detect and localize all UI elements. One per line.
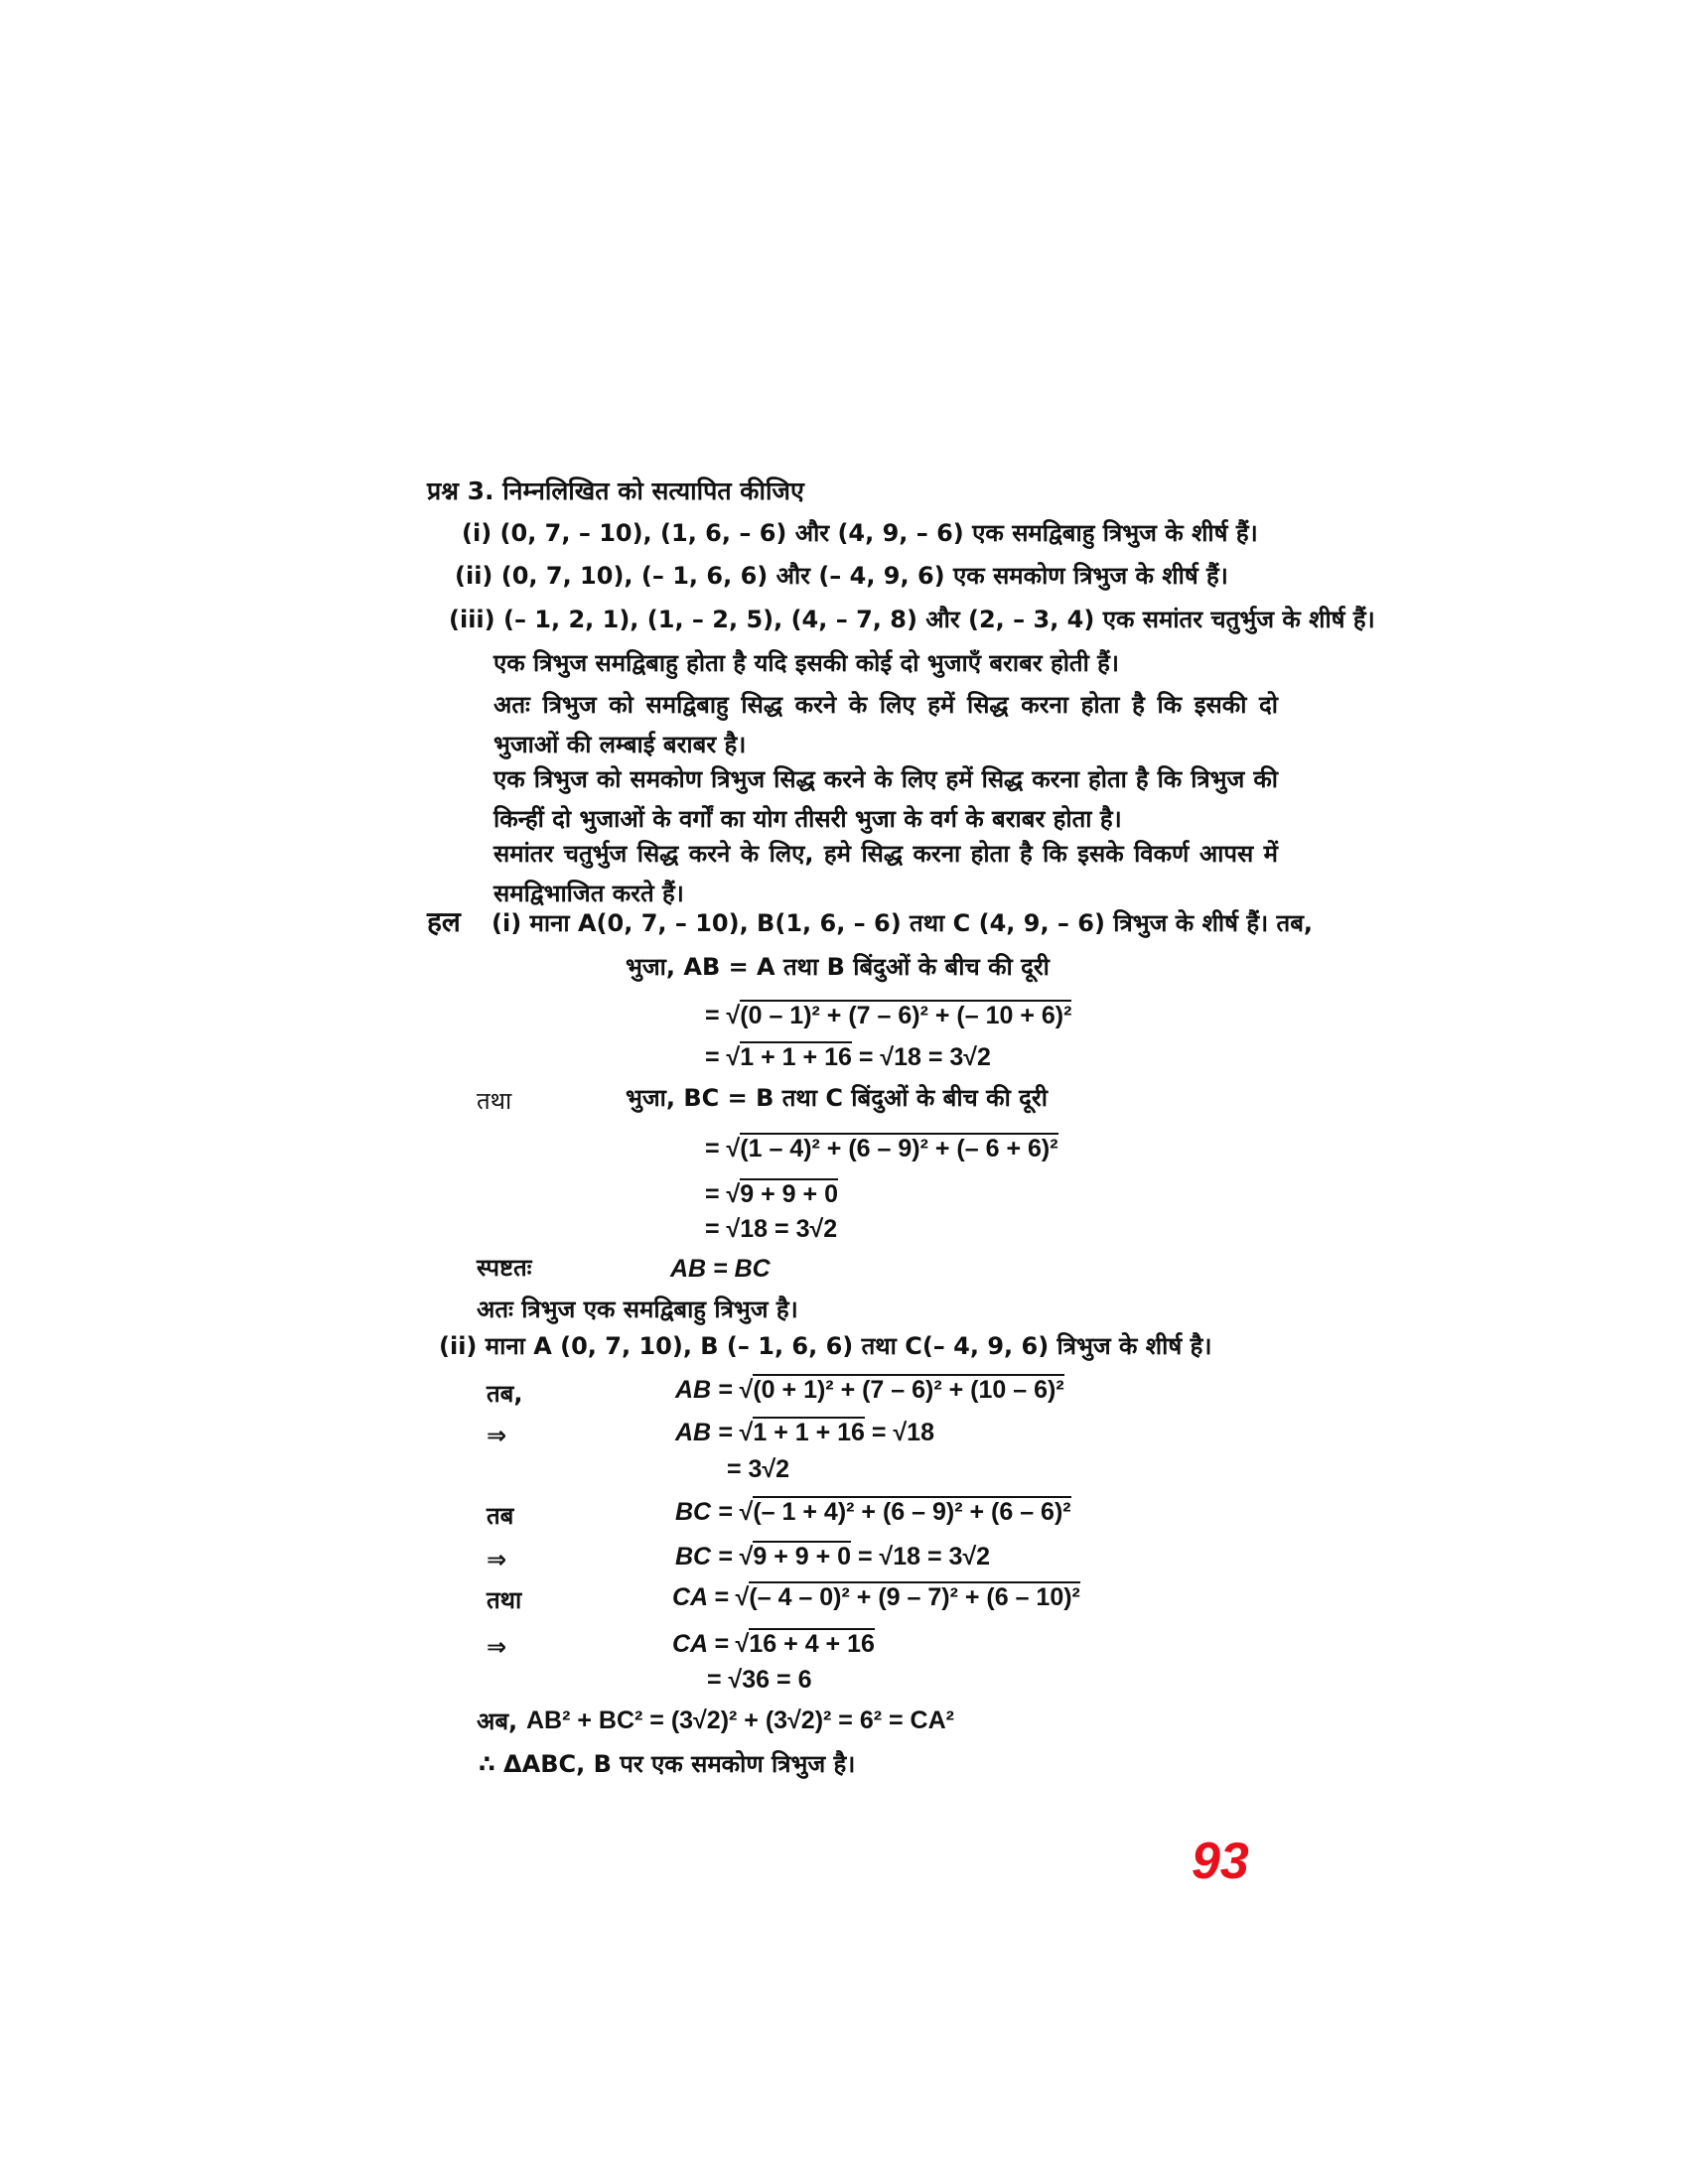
- part2-ca-eq2: CA = √16 + 4 + 16: [672, 1630, 875, 1658]
- part2-ca-eq1: CA = √(– 4 – 0)² + (9 – 7)² + (6 – 10)²: [672, 1583, 1080, 1611]
- part2-bc-eq2: BC = √9 + 9 + 0 = √18 = 3√2: [675, 1543, 991, 1570]
- hint-isosceles-method: अतः त्रिभुज को समद्विबाहु सिद्ध करने के लिए हमें सिद्ध करना होता है कि इसकी दो भुजाओं की लम्बाई बराबर है।: [493, 691, 1278, 758]
- part1-clearly-label: स्पष्टतः: [477, 1254, 532, 1282]
- part1-ab-eq2: = √1 + 1 + 16 = √18 = 3√2: [705, 1043, 991, 1071]
- hint-isosceles-definition: एक त्रिभुज समद्विबाहु होता है यदि इसकी कोई दो भुजाएँ बराबर होती हैं।: [493, 649, 1120, 677]
- radicand: (1 – 4)² + (6 – 9)² + (– 6 + 6)²: [740, 1135, 1058, 1162]
- part1-ab-eq1: = √(0 – 1)² + (7 – 6)² + (– 10 + 6)²: [705, 1002, 1072, 1029]
- part1-bc-text: भुजा, BC = B तथा C बिंदुओं के बीच की दूरी: [626, 1084, 1048, 1112]
- part1-intro: (i) माना A(0, 7, – 10), B(1, 6, – 6) तथा C (4, 9, – 6) त्रिभुज के शीर्ष हैं। तब,: [492, 909, 1314, 937]
- part2-ca-eq3: = √36 = 6: [707, 1666, 812, 1694]
- part2-bc-eq1: BC = √(– 1 + 4)² + (6 – 9)² + (6 – 6)²: [675, 1498, 1071, 1526]
- solution-label: हल: [427, 905, 461, 938]
- radicand: 9 + 9 + 0: [753, 1543, 852, 1570]
- part2-now: अब,: [477, 1707, 518, 1735]
- radicand: (0 + 1)² + (7 – 6)² + (10 – 6)²: [753, 1376, 1064, 1404]
- part1-bc-eq1: = √(1 – 4)² + (6 – 9)² + (– 6 + 6)²: [705, 1135, 1058, 1162]
- radicand: (0 – 1)² + (7 – 6)² + (– 10 + 6)²: [740, 1002, 1072, 1029]
- part2-pythagoras: AB² + BC² = (3√2)² + (3√2)² = 6² = CA²: [526, 1706, 954, 1734]
- part2-conclusion: ∴ ΔABC, B पर एक समकोण त्रिभुज है।: [479, 1750, 856, 1778]
- part2-ab-eq2: AB = √1 + 1 + 16 = √18: [675, 1419, 934, 1446]
- radicand: (– 1 + 4)² + (6 – 9)² + (6 – 6)²: [753, 1498, 1071, 1526]
- question-part-iii: (iii) (– 1, 2, 1), (1, – 2, 5), (4, – 7, 8) और (2, – 3, 4) एक समांतर चतुर्भुज के शीर्ष हैं।: [449, 606, 1375, 633]
- part1-bc-eq3: = √18 = 3√2: [705, 1215, 838, 1243]
- radicand: 16 + 4 + 16: [749, 1630, 875, 1658]
- part2-tatha: तथा: [487, 1586, 522, 1614]
- implies-icon: ⇒: [487, 1633, 507, 1661]
- part1-bc-eq2: = √9 + 9 + 0: [705, 1180, 838, 1208]
- hint-right-triangle-method: एक त्रिभुज को समकोण त्रिभुज सिद्ध करने के लिए हमें सिद्ध करना होता है कि त्रिभुज की किन्हीं दो भुजाओं के वर्गों का योग तीसरी भुजा के वर्ग के बराबर होता है।: [493, 765, 1278, 833]
- radicand: 9 + 9 + 0: [740, 1180, 838, 1208]
- part2-ab-eq3: = 3√2: [727, 1455, 790, 1483]
- question-part-ii: (ii) (0, 7, 10), (– 1, 6, 6) और (– 4, 9, 6) एक समकोण त्रिभुज के शीर्ष हैं।: [455, 562, 1228, 590]
- question-title: प्रश्न 3. निम्नलिखित को सत्यापित कीजिए: [427, 477, 804, 505]
- part2-then2: तब: [487, 1502, 514, 1530]
- part1-conclusion: अतः त्रिभुज एक समद्विबाहु त्रिभुज है।: [477, 1296, 798, 1323]
- part1-ab-text: भुजा, AB = A तथा B बिंदुओं के बीच की दूरी: [626, 953, 1050, 981]
- part1-tatha: तथा: [477, 1087, 512, 1115]
- radicand: 1 + 1 + 16: [740, 1043, 852, 1071]
- question-part-i: (i) (0, 7, – 10), (1, 6, – 6) और (4, 9, – 6) एक समद्विबाहु त्रिभुज के शीर्ष हैं।: [462, 519, 1258, 547]
- radicand: (– 4 – 0)² + (9 – 7)² + (6 – 10)²: [749, 1583, 1080, 1611]
- part2-ab-eq1: AB = √(0 + 1)² + (7 – 6)² + (10 – 6)²: [675, 1376, 1064, 1404]
- implies-icon: ⇒: [487, 1546, 507, 1573]
- hint-parallelogram-method: समांतर चतुर्भुज सिद्ध करने के लिए, हमे सिद्ध करना होता है कि इसके विकर्ण आपस में समद्विभाजित करते हैं।: [493, 840, 1278, 907]
- part1-clearly-eq: AB = BC: [670, 1255, 771, 1283]
- page-number: 93: [1192, 1833, 1249, 1890]
- radicand: 1 + 1 + 16: [753, 1419, 865, 1446]
- part2-then: तब,: [487, 1380, 523, 1408]
- part2-intro: (ii) माना A (0, 7, 10), B (– 1, 6, 6) तथा C(– 4, 9, 6) त्रिभुज के शीर्ष है।: [439, 1332, 1212, 1360]
- implies-icon: ⇒: [487, 1422, 507, 1449]
